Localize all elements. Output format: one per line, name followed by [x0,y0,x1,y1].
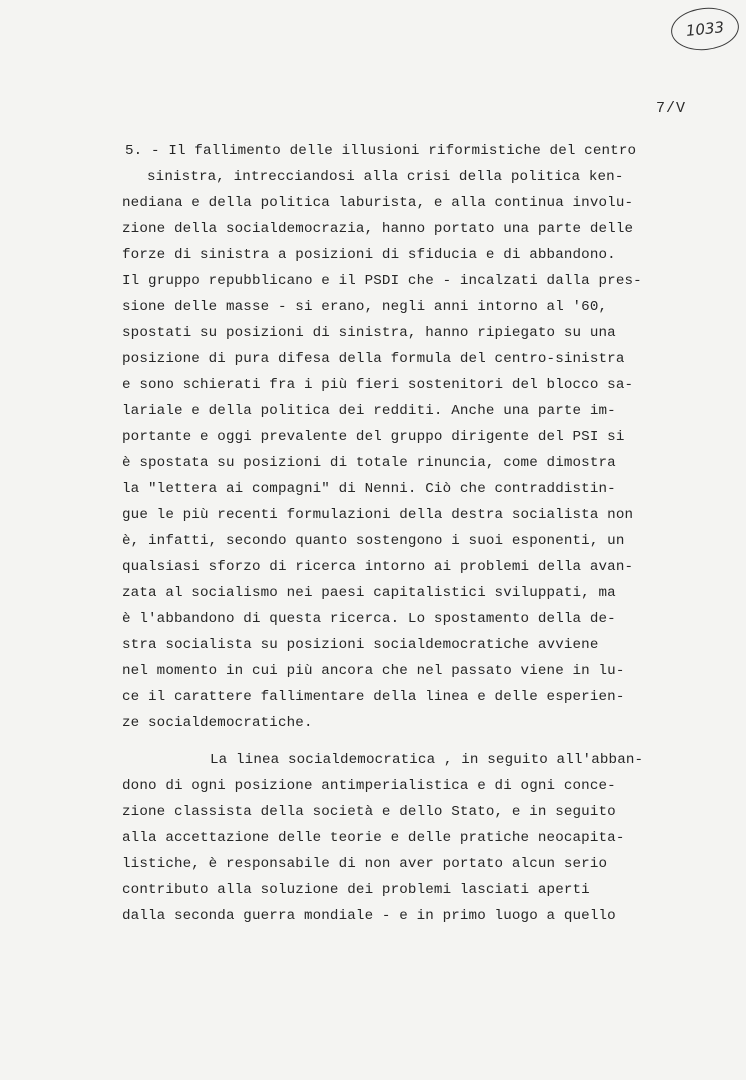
text-line: qualsiasi sforzo di ricerca intorno ai problemi della avan- [122,559,634,575]
archive-stamp-number: 1033 [685,18,725,40]
text-line: contributo alla soluzione dei problemi lasciati aperti [122,882,590,898]
text-line: è l'abbandono di questa ricerca. Lo spostamento della de- [122,611,616,627]
text-line: dalla seconda guerra mondiale - e in primo luogo a quello [122,908,616,924]
text-line: zione della socialdemocrazia, hanno portato una parte delle [122,221,634,237]
text-line: zione classista della società e dello Stato, e in seguito [122,804,616,820]
text-line: lariale e della politica dei redditi. Anche una parte im- [122,403,616,419]
text-line: La linea socialdemocratica , in seguito all'abban- [210,752,644,768]
text-line: spostati su posizioni di sinistra, hanno ripiegato su una [122,325,616,341]
text-line: nediana e della politica laburista, e alla continua involu- [122,195,634,211]
text-line: ce il carattere fallimentare della linea e delle esperien- [122,689,625,705]
page-number: 7/V [656,100,687,117]
text-line: ze socialdemocratiche. [122,715,313,731]
text-line: listiche, è responsabile di non aver portato alcun serio [122,856,608,872]
text-line: è spostata su posizioni di totale rinuncia, come dimostra [122,455,616,471]
text-line: sinistra, intrecciandosi alla crisi della politica ken- [147,169,624,185]
text-line: è, infatti, secondo quanto sostengono i suoi esponenti, un [122,533,625,549]
text-line: Il gruppo repubblicano e il PSDI che - incalzati dalla pres- [122,273,642,289]
text-line: alla accettazione delle teorie e delle pratiche neocapita- [122,830,625,846]
archive-stamp [669,5,741,54]
text-line: forze di sinistra a posizioni di sfiducia e di abbandono. [122,247,616,263]
text-line: stra socialista su posizioni socialdemocratiche avviene [122,637,599,653]
text-line: zata al socialismo nei paesi capitalistici sviluppati, ma [122,585,616,601]
text-line: e sono schierati fra i più fieri sostenitori del blocco sa- [122,377,634,393]
text-line: sione delle masse - si erano, negli anni intorno al '60, [122,299,608,315]
text-line: nel momento in cui più ancora che nel passato viene in lu- [122,663,625,679]
text-line: la "lettera ai compagni" di Nenni. Ciò che contraddistin- [122,481,616,497]
text-line: portante e oggi prevalente del gruppo dirigente del PSI si [122,429,625,445]
text-line: dono di ogni posizione antimperialistica e di ogni conce- [122,778,616,794]
text-line: 5. - Il fallimento delle illusioni riformistiche del centro [125,143,637,159]
text-line: posizione di pura difesa della formula del centro-sinistra [122,351,625,367]
text-line: gue le più recenti formulazioni della destra socialista non [122,507,634,523]
